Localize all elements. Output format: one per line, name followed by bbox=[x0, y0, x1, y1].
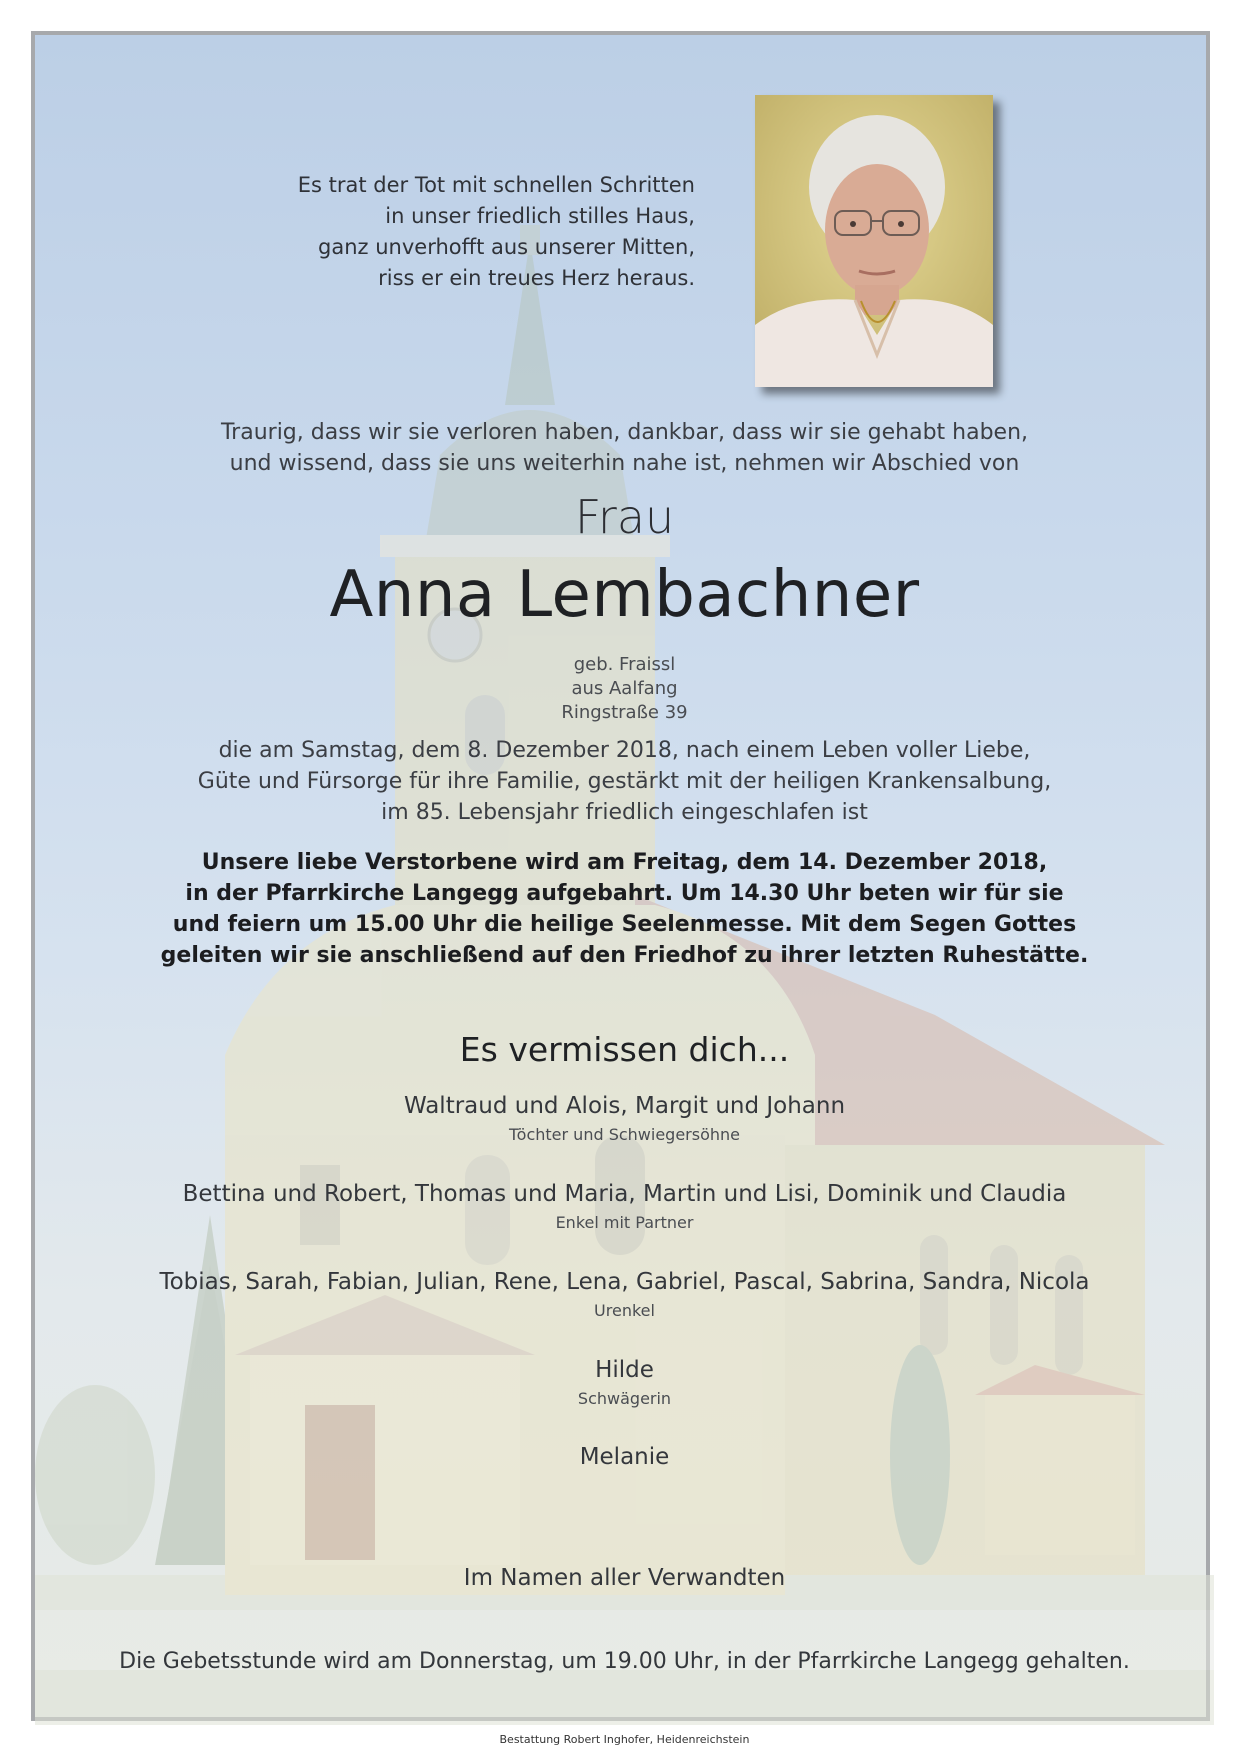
closing-line: Im Namen aller Verwandten bbox=[463, 1565, 786, 1591]
mourner-relation: Urenkel bbox=[594, 1301, 655, 1320]
intro-text: Traurig, dass wir sie verloren haben, dankbar, dass wir sie gehabt haben, und wissend, dass sie uns weiterhin nahe ist, nehmen wir Abschied von bbox=[220, 420, 1029, 476]
obituary-card bbox=[31, 31, 1210, 1746]
mourner-relation: Töchter und Schwiegersöhne bbox=[508, 1125, 740, 1144]
mourner-names: Hilde bbox=[595, 1357, 654, 1383]
deceased-name: Anna Lembachner bbox=[329, 558, 920, 632]
street-address: Ringstraße 39 bbox=[561, 702, 688, 723]
mourner-names: Tobias, Sarah, Fabian, Julian, Rene, Lena, Gabriel, Pascal, Sabrina, Sandra, Nicola bbox=[159, 1269, 1090, 1295]
burial-details: Unsere liebe Verstorbene wird am Freitag, dem 14. Dezember 2018, in der Pfarrkirche Langegg aufgebahrt. Um 14.30 Uhr beten wir für sie und feiern um 15.00 Uhr die heilige Seelenmesse. Mit dem Segen Gottes geleiten wir sie anschließend auf den Friedhof zu ihrer letzten Ruhestätte. bbox=[160, 850, 1089, 968]
salutation: Frau bbox=[574, 490, 675, 544]
mourner-relation: Schwägerin bbox=[577, 1389, 672, 1408]
mourner-names: Bettina und Robert, Thomas und Maria, Martin und Lisi, Dominik und Claudia bbox=[182, 1181, 1067, 1207]
birth-name: geb. Fraissl bbox=[573, 654, 676, 675]
death-notice: die am Samstag, dem 8. Dezember 2018, nach einem Leben voller Liebe, Güte und Fürsorge für ihre Familie, gestärkt mit der heiligen Krankensalbung, im 85. Lebensjahr friedlich eingeschlafen ist bbox=[197, 738, 1052, 825]
undertaker-credit: Bestattung Robert Inghofer, Heidenreichstein bbox=[499, 1733, 750, 1746]
mourner-relation: Enkel mit Partner bbox=[555, 1213, 694, 1232]
mourners-heading: Es vermissen dich... bbox=[459, 1030, 790, 1069]
prayer-hour-notice: Die Gebetsstunde wird am Donnerstag, um 19.00 Uhr, in der Pfarrkirche Langegg gehalten. bbox=[119, 1649, 1130, 1674]
mourner-names: Waltraud und Alois, Margit und Johann bbox=[403, 1093, 846, 1119]
portrait-photo bbox=[755, 95, 993, 387]
mourner-names: Melanie bbox=[579, 1444, 670, 1470]
memorial-poem: Es trat der Tot mit schnellen Schritten in unser friedlich stilles Haus, ganz unverhofft aus unserer Mitten, riss er ein treues Herz heraus. bbox=[297, 173, 695, 290]
origin: aus Aalfang bbox=[571, 678, 678, 699]
